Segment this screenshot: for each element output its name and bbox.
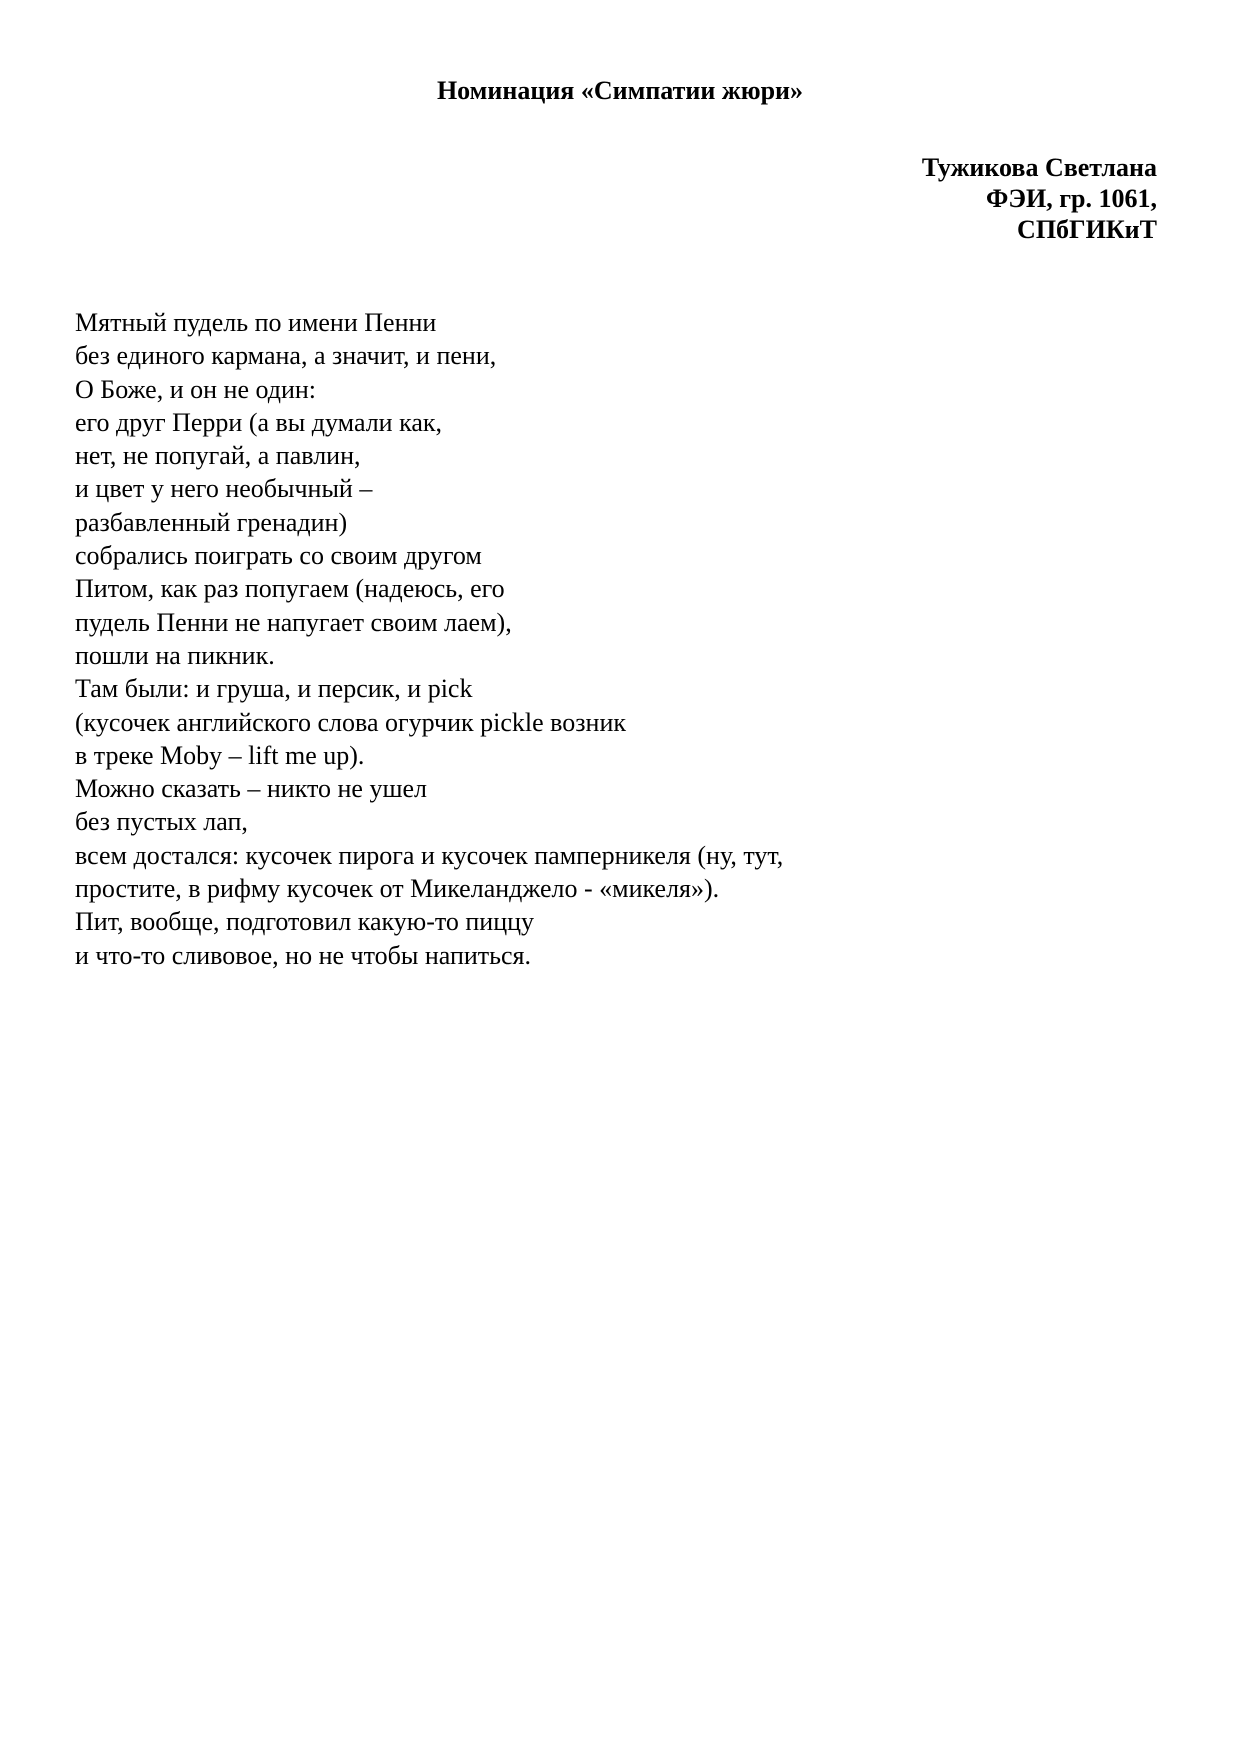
poem-line: без единого кармана, а значит, и пени,: [75, 341, 497, 371]
author-institution: СПбГИКиТ: [1017, 215, 1157, 244]
poem-line: Питом, как раз попугаем (надеюсь, его: [75, 574, 505, 604]
poem-line: собрались поиграть со своим другом: [75, 541, 482, 571]
poem-text: [75, 306, 783, 972]
poem-line: пудель Пенни не напугает своим лаем),: [75, 607, 512, 637]
poem-line: О Боже, и он не один:: [75, 374, 317, 404]
poem-line: Пит, вообще, подготовил какую-то пиццу: [75, 907, 535, 937]
poem-line: (кусочек английского слова огурчик pickle возник: [75, 707, 626, 737]
author-group: ФЭИ, гр. 1061,: [986, 184, 1157, 213]
nomination-title: Номинация «Симпатии жюри»: [436, 76, 804, 105]
author-block: [922, 152, 1157, 245]
poem-line: разбавленный гренадин): [75, 507, 348, 537]
poem-line: нет, не попугай, а павлин,: [75, 441, 361, 471]
author-name: Тужикова Светлана: [921, 153, 1157, 182]
poem-line: его друг Перри (а вы думали как,: [75, 407, 443, 437]
poem-line: в треке Moby – lift me up).: [75, 740, 365, 770]
poem-line: всем достался: кусочек пирога и кусочек памперникеля (ну, тут,: [75, 840, 784, 870]
poem-line: и что-то сливовое, но не чтобы напиться.: [75, 940, 531, 970]
poem-line: пошли на пикник.: [75, 640, 275, 670]
poem-line: без пустых лап,: [75, 807, 248, 837]
poem-line: простите, в рифму кусочек от Микеланджело - «микеля»).: [75, 874, 720, 904]
poem-line: Там были: и груша, и персик, и pick: [75, 674, 473, 704]
poem-line: и цвет у него необычный –: [75, 474, 373, 504]
poem-line: Можно сказать – никто не ушел: [75, 774, 428, 804]
poem-line: Мятный пудель по имени Пенни: [75, 308, 437, 337]
